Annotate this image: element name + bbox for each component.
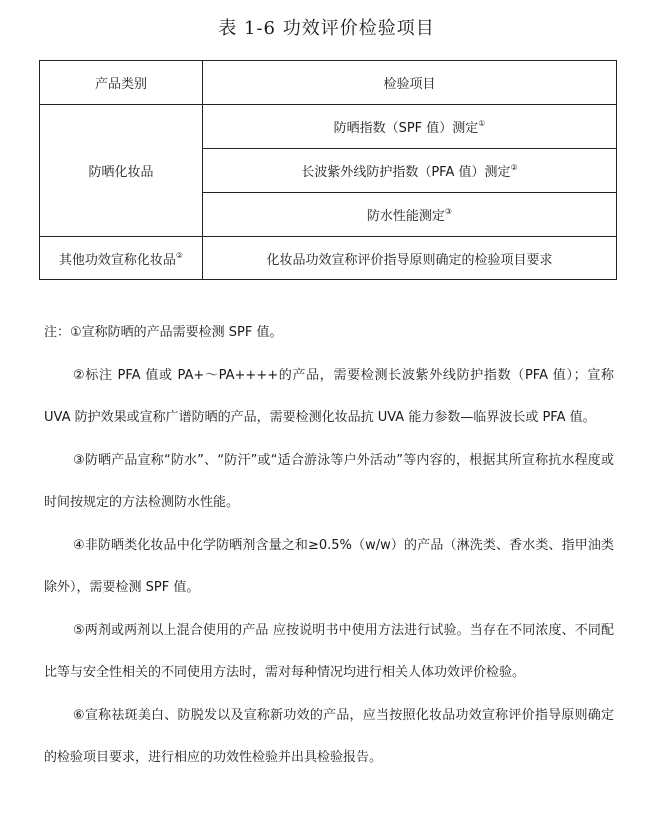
footnote-mark: ② — [175, 250, 184, 260]
category-sunscreen: 防晒化妆品 — [40, 105, 203, 237]
note-6: ⑥宣称祛斑美白、防脱发以及宣称新功效的产品，应当按照化妆品功效宣称评价指导原则确定的检验项目要求，进行相应的功效性检验并出具检验报告。 — [44, 707, 614, 765]
note-2: ②标注 PFA 值或 PA+～PA++++的产品，需要检测长波紫外线防护指数（PFA 值）；宣称 UVA 防护效果或宣称广谱防晒的产品，需要检测化妆品抗 UVA 能力参数—临界波长或 PFA 值。 — [44, 367, 614, 425]
item-pfa — [203, 149, 617, 193]
header-inspection-item: 检验项目 — [203, 61, 617, 105]
footnote-mark: ① — [478, 119, 486, 128]
notes-section — [44, 312, 614, 780]
category-other-efficacy — [40, 237, 203, 280]
item-guideline: 化妆品功效宣称评价指导原则确定的检验项目要求 — [203, 237, 617, 280]
item-pfa-text: 长波紫外线防护指数（PFA 值）测定 — [301, 165, 511, 180]
note-1: 注：①宣称防晒的产品需要检测 SPF 值。 — [44, 325, 283, 340]
note-5: ⑤两剂或两剂以上混合使用的产品 应按说明书中使用方法进行试验。当存在不同浓度、不同配比等与安全性相关的不同使用方法时，需对每种情况均进行相关人体功效评价检验。 — [44, 622, 614, 680]
item-waterproof-text: 防水性能测定 — [366, 209, 445, 224]
item-waterproof — [203, 193, 617, 237]
header-product-category: 产品类别 — [40, 61, 203, 105]
footnote-mark: ② — [510, 163, 518, 172]
table-row — [40, 237, 617, 280]
table-row — [40, 105, 617, 149]
category-other-text: 其他功效宣称化妆品 — [58, 252, 176, 268]
footnote-mark: ③ — [444, 207, 453, 216]
table-header-row — [40, 61, 617, 105]
note-3: ③防晒产品宣称“防水”、“防汗”或“适合游泳等户外活动”等内容的，根据其所宣称抗水程度或时间按规定的方法检测防水性能。 — [44, 452, 614, 510]
inspection-items-table — [39, 60, 617, 280]
table-title: 表 1-6 功效评价检验项目 — [218, 18, 435, 39]
note-4: ④非防晒类化妆品中化学防晒剂含量之和≥0.5%（w/w）的产品（淋洗类、香水类、指甲油类除外），需要检测 SPF 值。 — [44, 537, 614, 595]
item-spf-text: 防晒指数（SPF 值）测定 — [333, 121, 479, 136]
item-spf — [203, 105, 617, 149]
